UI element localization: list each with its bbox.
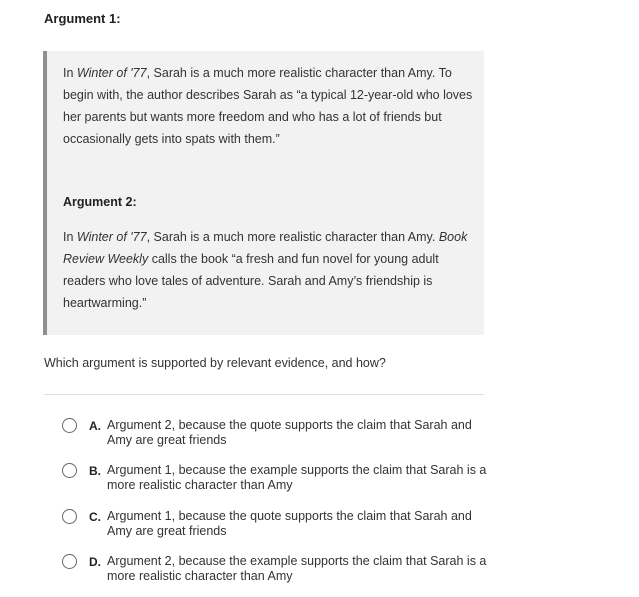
option-letter: D. <box>89 555 101 569</box>
argument-1-text-post: , Sarah is a much more realistic character than Amy. To begin with, the author describes Sarah as “a typical 12-year-old who loves her parents but wants more freedom and who has a lot of friends but occasionally gets into spats with them.” <box>63 66 473 146</box>
option-text: Argument 1, because the quote supports the claim that Sarah and Amy are great friends <box>107 509 472 538</box>
radio-button-d[interactable] <box>62 554 77 569</box>
argument-2-text-mid: , Sarah is a much more realistic character than Amy. <box>146 230 439 244</box>
radio-button-c[interactable] <box>62 509 77 524</box>
option-text: Argument 1, because the example supports the claim that Sarah is a more realistic character than Amy <box>107 463 487 492</box>
radio-button-a[interactable] <box>62 418 77 433</box>
divider <box>44 394 484 395</box>
argument-2-heading: Argument 2: <box>63 195 137 209</box>
option-text: Argument 2, because the example supports the claim that Sarah is a more realistic character than Amy <box>107 554 487 583</box>
argument-2-text-post: calls the book “a fresh and fun novel for young adult readers who love tales of adventure. Sarah and Amy’s friendship is heartwarming.” <box>63 252 439 310</box>
argument-1-heading: Argument 1: <box>44 11 121 26</box>
option-letter: B. <box>89 464 101 478</box>
passage-box <box>43 51 484 335</box>
question-prompt: Which argument is supported by relevant evidence, and how? <box>44 356 386 370</box>
argument-2-text-pre: In <box>63 230 77 244</box>
argument-1-text <box>63 62 475 150</box>
argument-2-book-title: Winter of '77 <box>76 230 147 244</box>
option-letter: A. <box>89 419 101 433</box>
argument-2-source: Book Review Weekly <box>63 230 468 266</box>
argument-2-text <box>63 226 475 314</box>
option-letter: C. <box>89 510 101 524</box>
argument-1-text-pre: In <box>63 66 77 80</box>
argument-1-book-title: Winter of '77 <box>76 66 147 80</box>
option-text: Argument 2, because the quote supports the claim that Sarah and Amy are great friends <box>107 418 472 447</box>
radio-button-b[interactable] <box>62 463 77 478</box>
